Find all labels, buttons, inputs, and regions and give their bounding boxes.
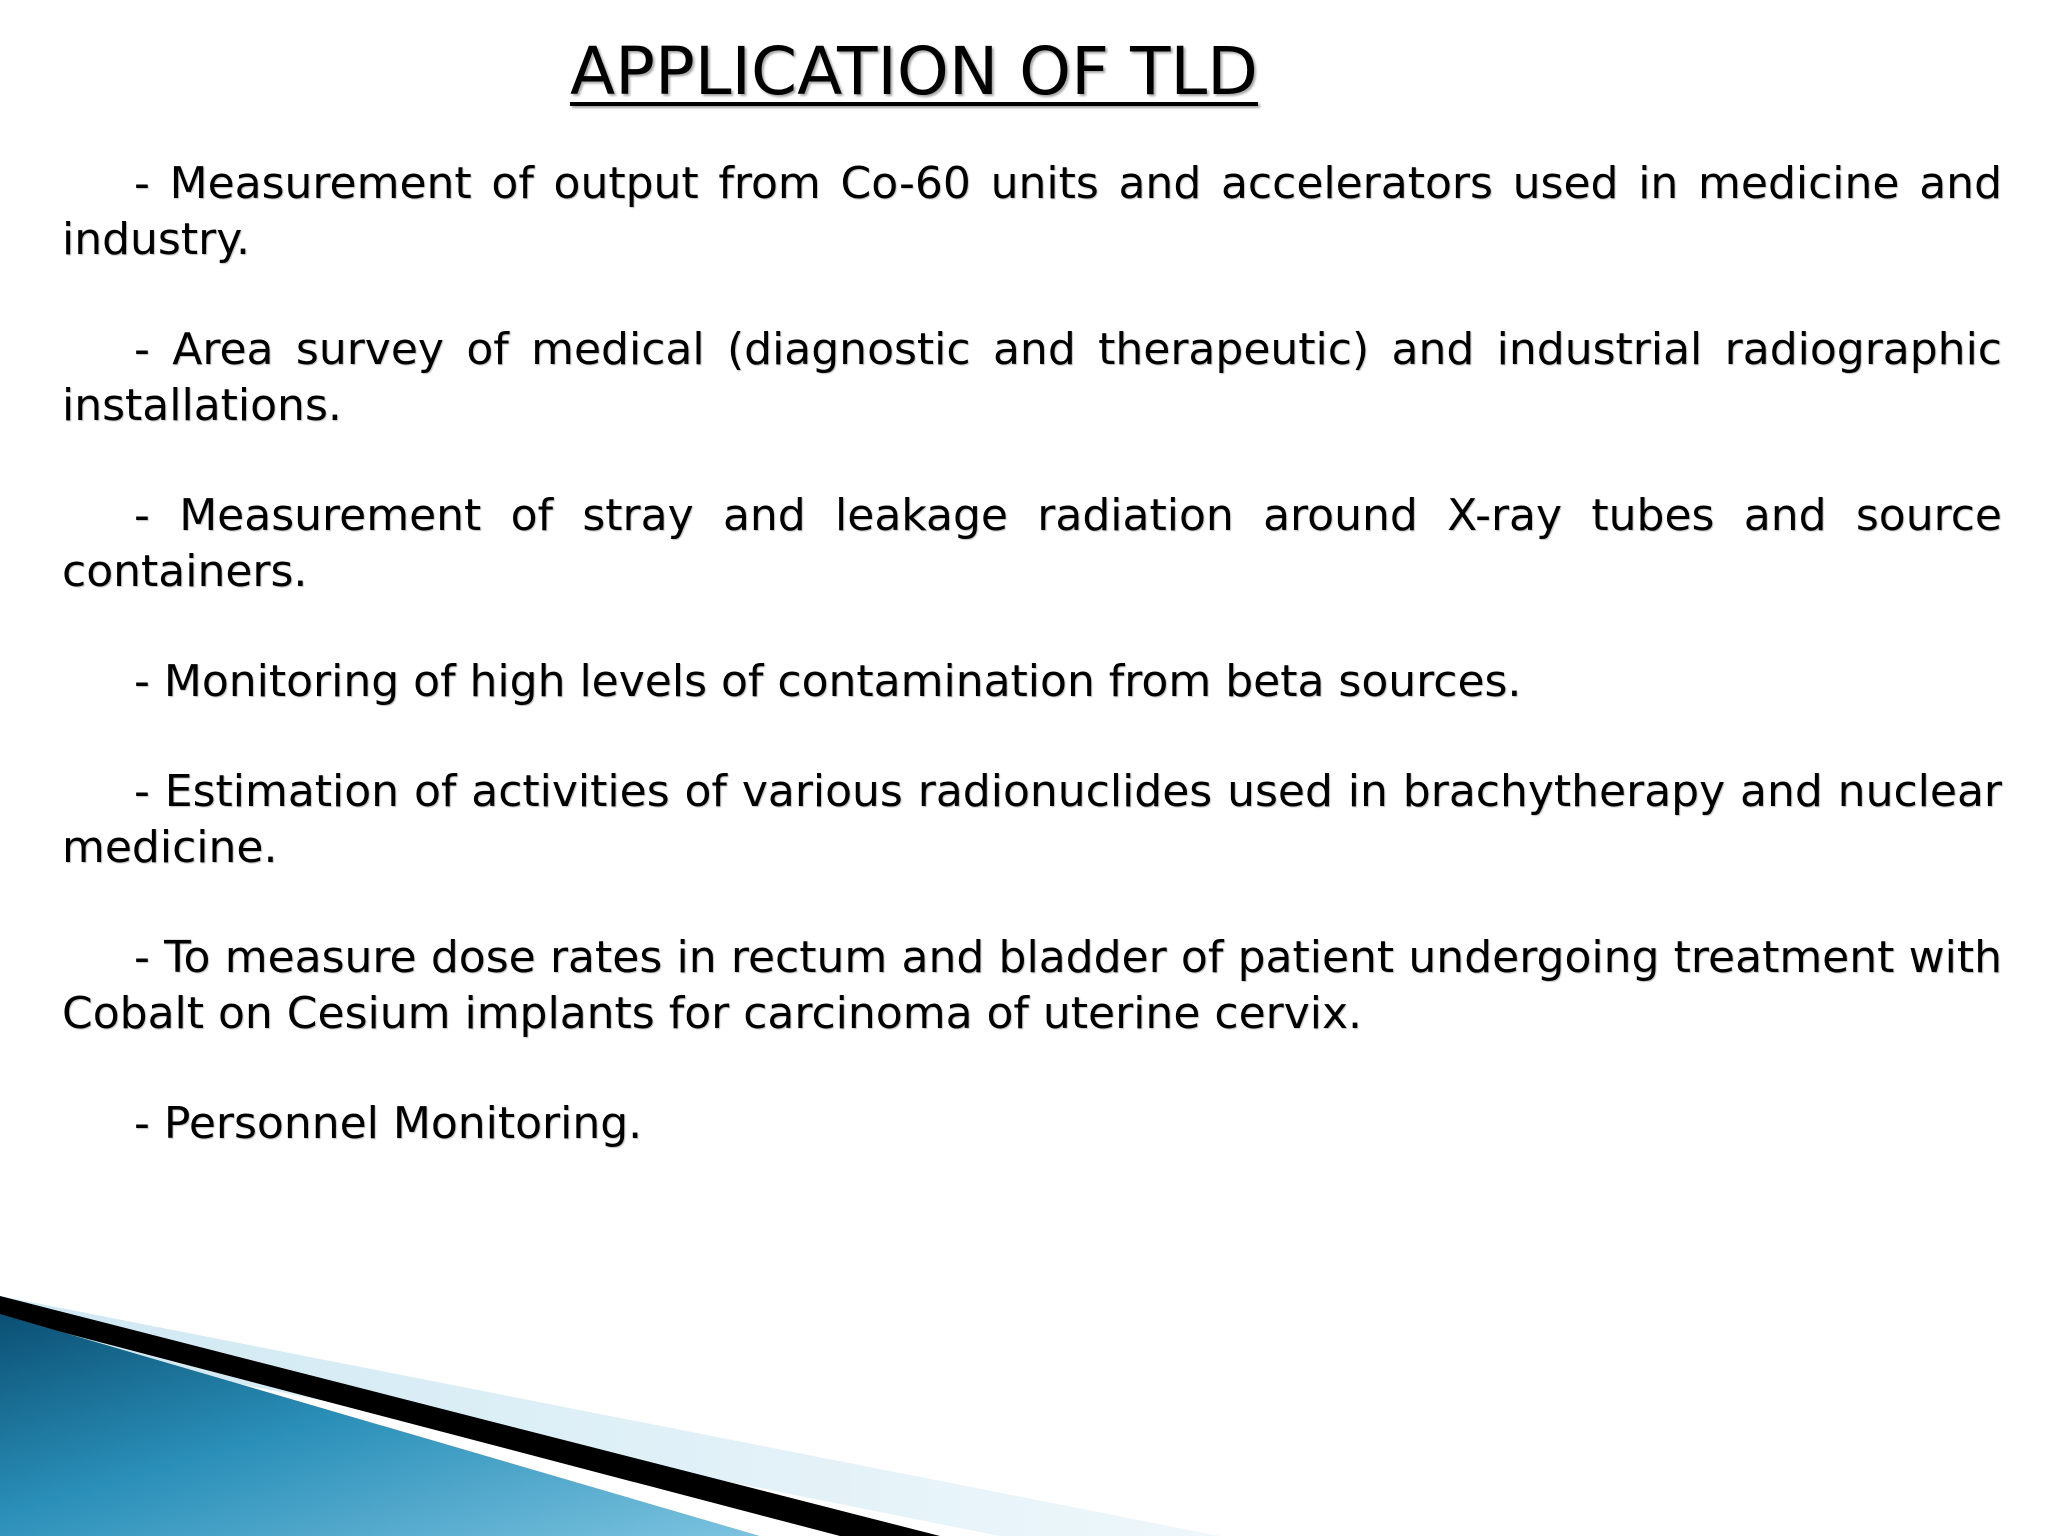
- list-item: - Estimation of activities of various radionuclides used in brachytherapy and nuclear medicine.: [62, 766, 2002, 873]
- slide-title: [0, 32, 2048, 112]
- corner-swoosh-decoration: [0, 1296, 2048, 1536]
- list-item: - Area survey of medical (diagnostic and therapeutic) and industrial radiographic installations.: [62, 324, 2002, 431]
- list-item: - To measure dose rates in rectum and bladder of patient undergoing treatment with Cobalt on Cesium implants for carcinoma of uterine cervix.: [62, 932, 2002, 1039]
- list-item: - Measurement of stray and leakage radiation around X-ray tubes and source containers.: [62, 490, 2002, 597]
- list-item: - Personnel Monitoring.: [134, 1098, 643, 1149]
- list-item: - Measurement of output from Co-60 units and accelerators used in medicine and industry.: [62, 158, 2002, 265]
- slide-title-text: APPLICATION OF TLD: [570, 33, 1258, 110]
- list-item: - Monitoring of high levels of contamination from beta sources.: [134, 656, 1522, 707]
- bullet-list: [62, 156, 2002, 1206]
